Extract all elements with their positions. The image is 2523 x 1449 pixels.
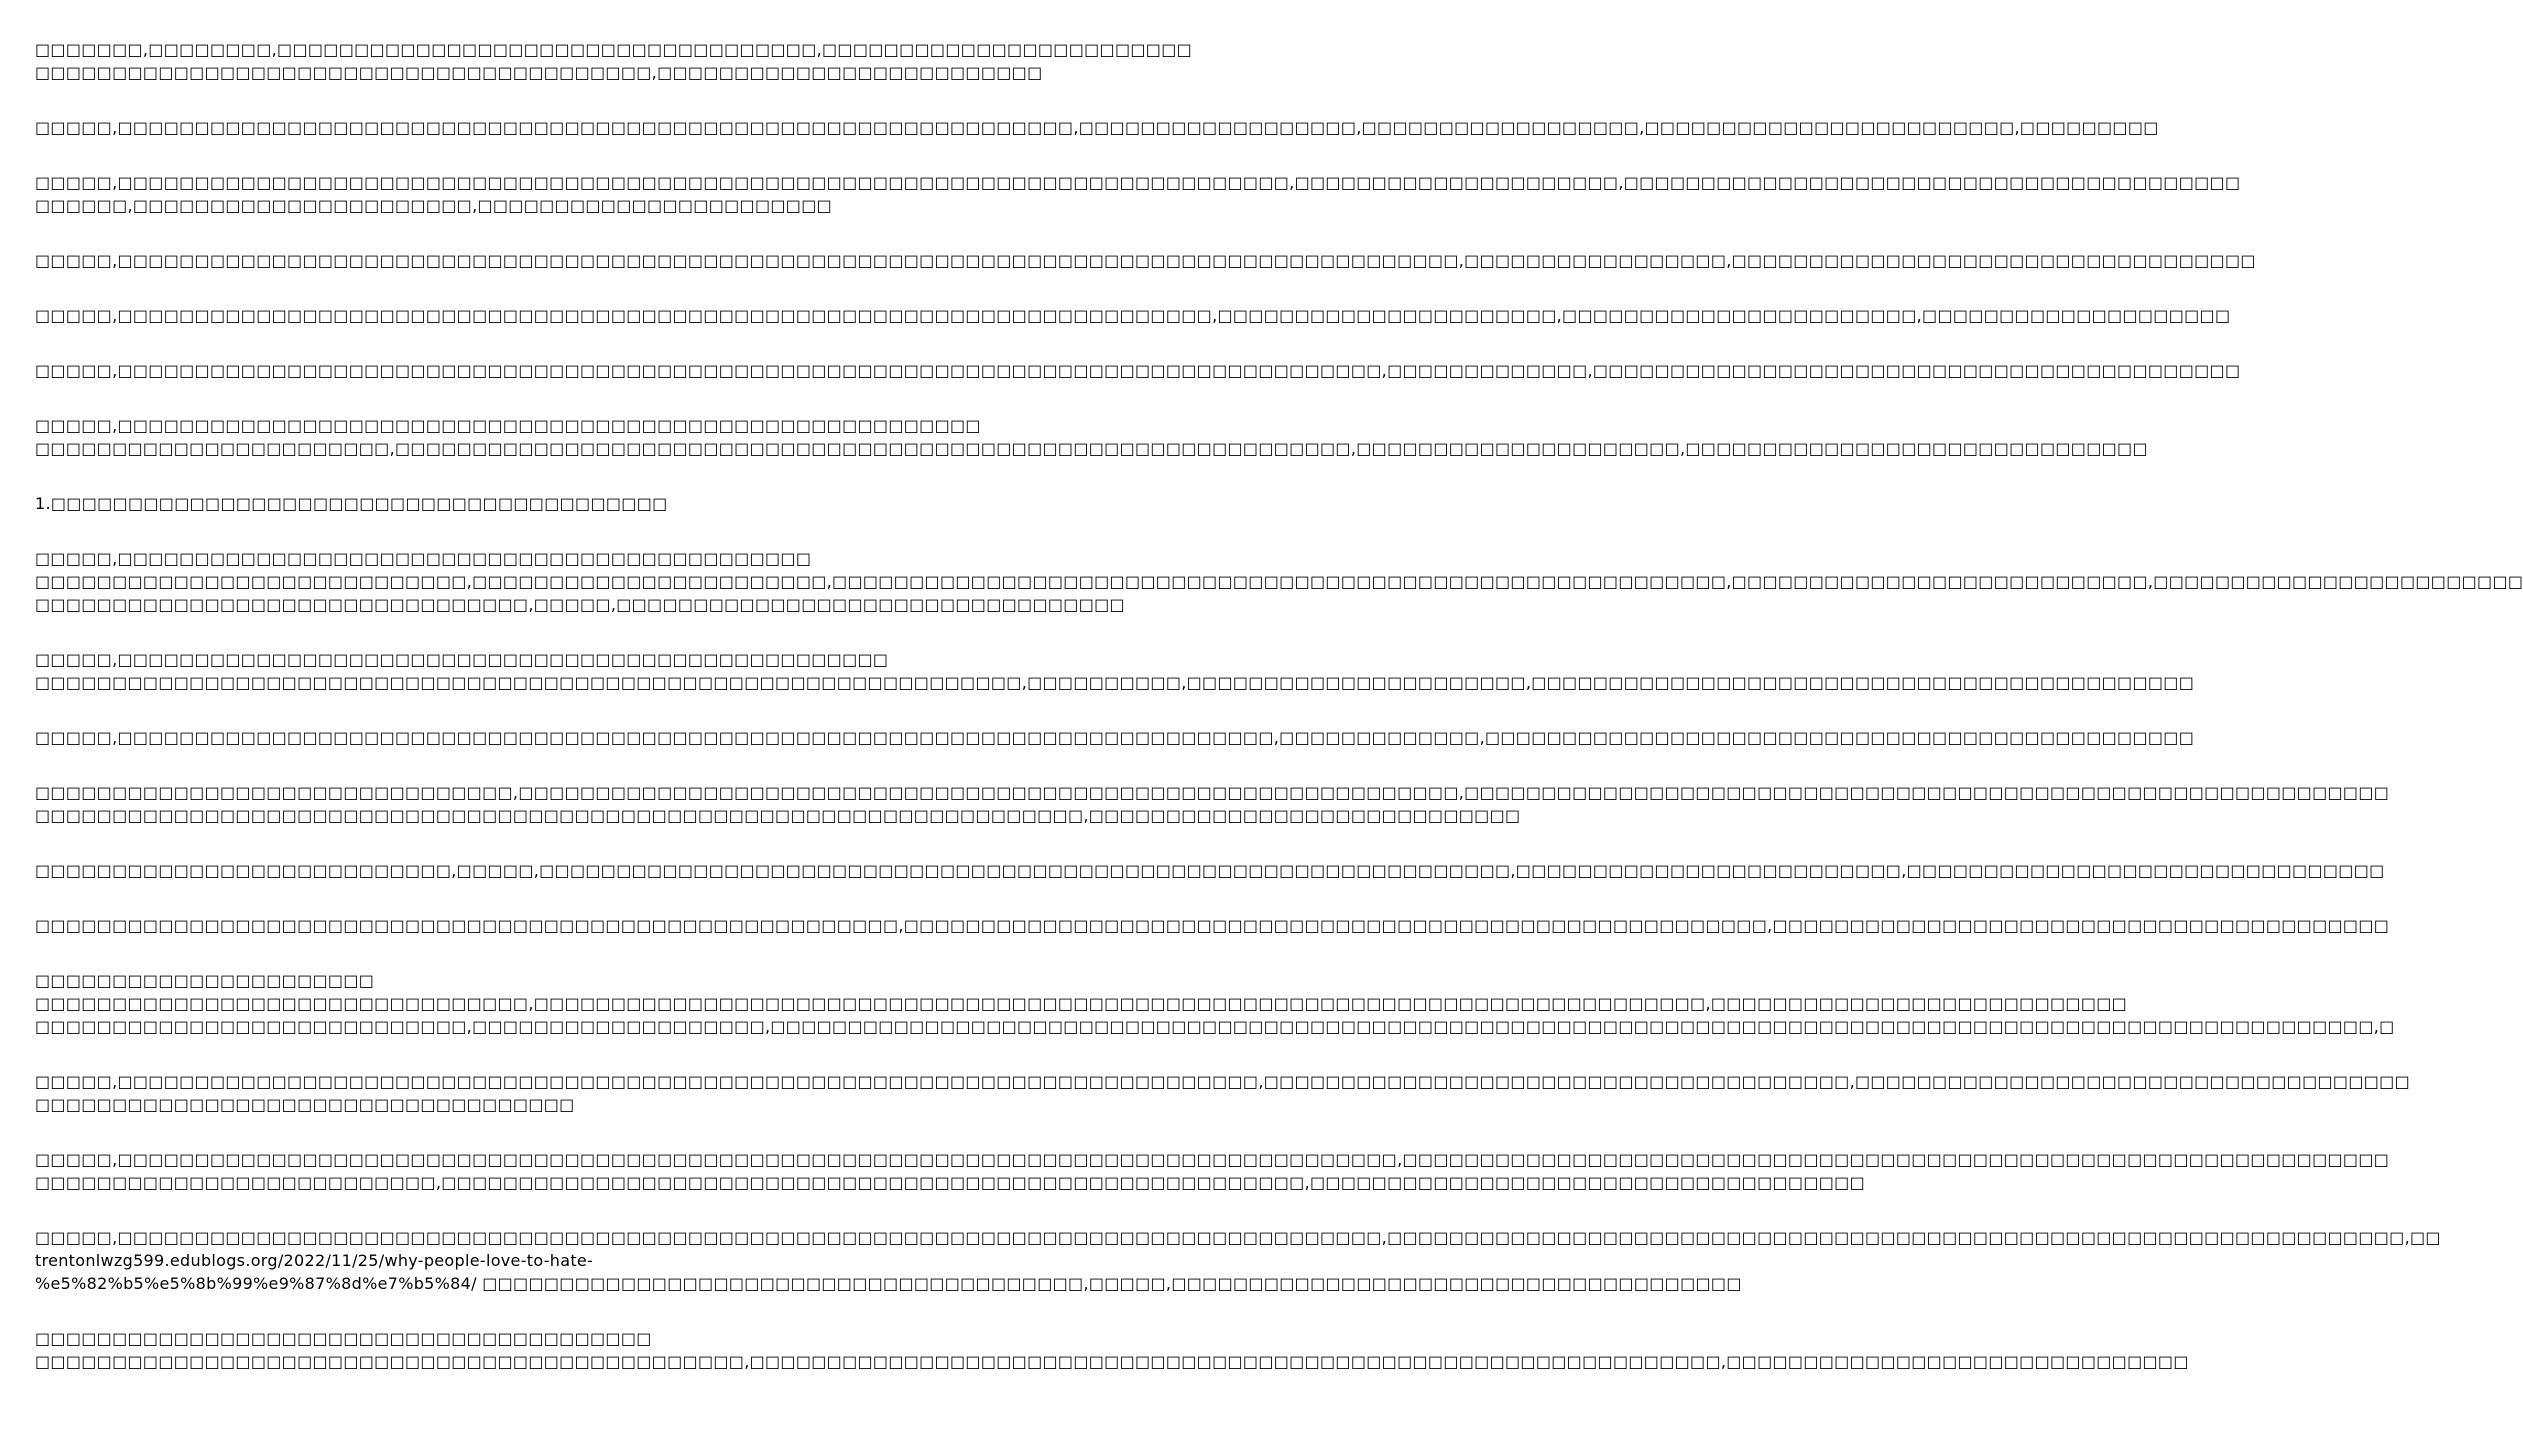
paragraph [35, 1226, 2441, 1295]
document-body [35, 38, 2523, 1405]
paragraph [35, 359, 2241, 382]
text-line: □□□□□,□□□□□□□□□□□□□□□□□□□□□□□□□□□□□□□□□□□□□□□□□□□□□□□□□□□□□□□□□□□□□□□□□□□□□□□□□□□□□□□□□□□□□□□,□□□□□□□□□□□□□□□□□,□□□□□□□□□□□□□□□□□□□□□□□□□□□□□□□□□□ [35, 251, 2256, 270]
text-line: trentonlwzg599.edublogs.org/2022/11/25/why-people-love-to-hate- [35, 1251, 594, 1270]
text-line: □□□□□,□□□□□□□□□□□□□□□□□□□□□□□□□□□□□□□□□□□□□□□□□□□□□□□□□□ [35, 650, 889, 669]
text-line: □□□□□□□□□□□□□□□□□□□□□□□□□□□□,□□□□□□□□□□□□□□□□□□□,□□□□□□□□□□□□□□□□□□□□□□□□□□□□□□□□□□□□□□□□□□□□□□□□□□□□□□□□□□□□□□□□□□□□□□□□□□□□□□□□□□□□□□□□□□□□□□□□□□□□□□□□,□ [35, 1017, 2395, 1036]
text-line: %e5%82%b5%e5%8b%99%e9%87%8d%e7%b5%84/ □□□□□□□□□□□□□□□□□□□□□□□□□□□□□□□□□□□□□□□,□□□□□,□□□□□□□□□□□□□□□□□□□□□□□□□□□□□□□□□□□□□ [35, 1274, 1742, 1293]
paragraph [35, 304, 2231, 327]
paragraph [35, 249, 2256, 272]
text-line: □□□□□□□□□□□□□□□□□□□□□□□□□□□□□□□□□□□□□□□□□□□□□□□□□□□□□□□□□□□□□□□□,□□□□□□□□□□,□□□□□□□□□□□□□□□□□□□□□□,□□□□□□□□□□□□□□□□□□□□□□□□□□□□□□□□□□□□□□□□□□□ [35, 673, 2195, 692]
text-line: □□□□□□□,□□□□□□□□,□□□□□□□□□□□□□□□□□□□□□□□□□□□□□□□□□□□,□□□□□□□□□□□□□□□□□□□□□□□□ [35, 40, 1193, 59]
text-line: □□□□□□□□□□□□□□□□□□□□□□□□□□□,□□□□□,□□□□□□□□□□□□□□□□□□□□□□□□□□□□□□□□□□□□□□□□□□□□□□□□□□□□□□□□□□□□□□□,□□□□□□□□□□□□□□□□□□□□□□□□□,□□□□□□□□□□□□□□□□□□□□□□□□□□□□□□□ [35, 861, 2385, 880]
text-line: □□□□□,□□□□□□□□□□□□□□□□□□□□□□□□□□□□□□□□□□□□□□□□□□□□□□□□□□□□□□□□□□□□□□□□□□□□□□□□□□□□□□□□□□□,□□□□□□□□□□□□□□□□□□□□□□□□□□□□□□□□□□□□□□□□□□□□□□□□□□□□□□□□□□□□□□□□ [35, 1150, 2390, 1169]
paragraph [35, 414, 2148, 460]
text-line: □□□□□,□□□□□□□□□□□□□□□□□□□□□□□□□□□□□□□□□□□□□□□□□□□□□□□□□□□□□□□□□□□□□□□□□□□□□□□□□□,□□□□□□□□□□□□□□□□□□□□□□□□□□□□□□□□□□□□□□,□□□□□□□□□□□□□□□□□□□□□□□□□□□□□□□□□□□□ [35, 1072, 2410, 1091]
text-line: □□□□□□□□□□□□□□□□□□□□□□ [35, 971, 375, 990]
text-line: □□□□□□□□□□□□□□□□□□□□□□□□□□□□,□□□□□□□□□□□□□□□□□□□□□□□,□□□□□□□□□□□□□□□□□□□□□□□□□□□□□□□□□□□□□□□□□□□□□□□□□□□□□□□□□□,□□□□□□□□□□□□□□□□□□□□□□□□□□□,□□□□□□□□□□□□□□□□□□□□□□□□ [35, 572, 2523, 591]
text-line: □□□□□,□□□□□□□□□□□□□□□□□□□□□□□□□□□□□□□□□□□□□□□□□□□□□□□□□□□□□□□□ [35, 416, 981, 435]
text-line: □□□□□□□□□□□□□□□□□□□□□□□□□□□□□□□□□□□ [35, 1095, 575, 1114]
paragraph [35, 859, 2385, 882]
paragraph [35, 781, 2390, 827]
paragraph [35, 38, 1193, 84]
paragraph [35, 648, 2195, 694]
text-line: □□□□□□□□□□□□□□□□□□□□□□□,□□□□□□□□□□□□□□□□□□□□□□□□□□□□□□□□□□□□□□□□□□□□□□□□□□□□□□□□□□□□□□,□□□□□□□□□□□□□□□□□□□□□,□□□□□□□□□□□□□□□□□□□□□□□□□□□□□□ [35, 439, 2148, 458]
text-line: □□□□□,□□□□□□□□□□□□□□□□□□□□□□□□□□□□□□□□□□□□□□□□□□□□□□□□□□□□□□□□□□□□□□,□□□□□□□□□□□□□□□□□□,□□□□□□□□□□□□□□□□□□,□□□□□□□□□□□□□□□□□□□□□□□□,□□□□□□□□□ [35, 118, 2159, 137]
text-line: □□□□□□□□□□□□□□□□□□□□□□□□□□□□□□□□□□□□□□□□,□□□□□□□□□□□□□□□□□□□□□□□□□ [35, 63, 1043, 82]
paragraph [35, 1327, 2189, 1373]
text-line: □□□□□□□□□□□□□□□□□□□□□□□□□□□□□□□□,□□□□□,□□□□□□□□□□□□□□□□□□□□□□□□□□□□□□□□□ [35, 595, 1125, 614]
paragraph [35, 969, 2395, 1038]
text-line: □□□□□□□□□□□□□□□□□□□□□□□□□□□□□□□□□□□□□□□□□□□□□□□□□□□□□□□□□□□□□□□□□□□□,□□□□□□□□□□□□□□□□□□□□□□□□□□□□ [35, 806, 1521, 825]
text-line: □□□□□□□□□□□□□□□□□□□□□□□□□□□□□□□□□□□□□□□□□□□□□□□□□□□□□□□□,□□□□□□□□□□□□□□□□□□□□□□□□□□□□□□□□□□□□□□□□□□□□□□□□□□□□□□□□,□□□□□□□□□□□□□□□□□□□□□□□□□□□□□□□□□□□□□□□□ [35, 916, 2390, 935]
paragraph [35, 1070, 2410, 1116]
text-line: □□□□□□,□□□□□□□□□□□□□□□□□□□□□□,□□□□□□□□□□□□□□□□□□□□□□□ [35, 196, 833, 215]
paragraph [35, 492, 990, 515]
paragraph [35, 914, 2390, 937]
paragraph [35, 171, 2241, 217]
text-line: □□□□□,□□□□□□□□□□□□□□□□□□□□□□□□□□□□□□□□□□□□□□□□□□□□□□□□□□□□□□□□□□□□□□□□□□□□□□□□□□□□,□□□□□□□□□□□□□□□□□□□□□,□□□□□□□□□□□□□□□□□□□□□□□□□□□□□□□□□□□□□□□□ [35, 173, 2241, 192]
paragraph [35, 547, 2523, 616]
paragraph [35, 116, 2159, 139]
text-line: □□□□□□□□□□□□□□□□□□□□□□□□□□,□□□□□□□□□□□□□□□□□□□□□□□□□□□□□□□□□□□□□□□□□□□□□□□□□□□□□□□□,□□□□□□□□□□□□□□□□□□□□□□□□□□□□□□□□□□□□ [35, 1173, 1865, 1192]
text-line: □□□□□,□□□□□□□□□□□□□□□□□□□□□□□□□□□□□□□□□□□□□□□□□□□□□ [35, 549, 812, 568]
paragraph [35, 726, 2195, 749]
text-line: 1.□□□□□□□□□□□□□□□□□□□□□□□□□□□□□□□□□□□□□□□□ [35, 494, 668, 513]
text-line: □□□□□,□□□□□□□□□□□□□□□□□□□□□□□□□□□□□□□□□□□□□□□□□□□□□□□□□□□□□□□□□□□□□□□□□□□□□□□,□□□□□□□□□□□□□□□□□□□□□□,□□□□□□□□□□□□□□□□□□□□□□□,□□□□□□□□□□□□□□□□□□□□ [35, 306, 2231, 325]
paragraph [35, 1148, 2390, 1194]
text-line: □□□□□,□□□□□□□□□□□□□□□□□□□□□□□□□□□□□□□□□□□□□□□□□□□□□□□□□□□□□□□□□□□□□□□□□□□□□□□□□□□□□□□□□□,□□□□□□□□□□□□□□□□□□□□□□□□□□□□□□□□□□□□□□□□□□□□□□□□□□□□□□□□□□□□□□□□□□,□□ [35, 1228, 2441, 1247]
text-line: □□□□□,□□□□□□□□□□□□□□□□□□□□□□□□□□□□□□□□□□□□□□□□□□□□□□□□□□□□□□□□□□□□□□□□□□□□□□□□□□□□□□□□□□,□□□□□□□□□□□□□,□□□□□□□□□□□□□□□□□□□□□□□□□□□□□□□□□□□□□□□□□□ [35, 361, 2241, 380]
text-line: □□□□□□□□□□□□□□□□□□□□□□□□□□□□□□□□□□□□□□□□□□□□□□,□□□□□□□□□□□□□□□□□□□□□□□□□□□□□□□□□□□□□□□□□□□□□□□□□□□□□□□□□□□□□□□,□□□□□□□□□□□□□□□□□□□□□□□□□□□□□□ [35, 1352, 2189, 1371]
text-line: □□□□□□□□□□□□□□□□□□□□□□□□□□□□□□□□,□□□□□□□□□□□□□□□□□□□□□□□□□□□□□□□□□□□□□□□□□□□□□□□□□□□□□□□□□□□□□□□□□□□□□□□□□□□□,□□□□□□□□□□□□□□□□□□□□□□□□□□□ [35, 994, 2128, 1013]
text-line: □□□□□,□□□□□□□□□□□□□□□□□□□□□□□□□□□□□□□□□□□□□□□□□□□□□□□□□□□□□□□□□□□□□□□□□□□□□□□□□□□,□□□□□□□□□□□□□,□□□□□□□□□□□□□□□□□□□□□□□□□□□□□□□□□□□□□□□□□□□□□□ [35, 728, 2195, 747]
text-line: □□□□□□□□□□□□□□□□□□□□□□□□□□□□□□□,□□□□□□□□□□□□□□□□□□□□□□□□□□□□□□□□□□□□□□□□□□□□□□□□□□□□□□□□□□□□□,□□□□□□□□□□□□□□□□□□□□□□□□□□□□□□□□□□□□□□□□□□□□□□□□□□□□□□□□□□□□ [35, 783, 2390, 802]
text-line: □□□□□□□□□□□□□□□□□□□□□□□□□□□□□□□□□□□□□□□□ [35, 1329, 652, 1348]
